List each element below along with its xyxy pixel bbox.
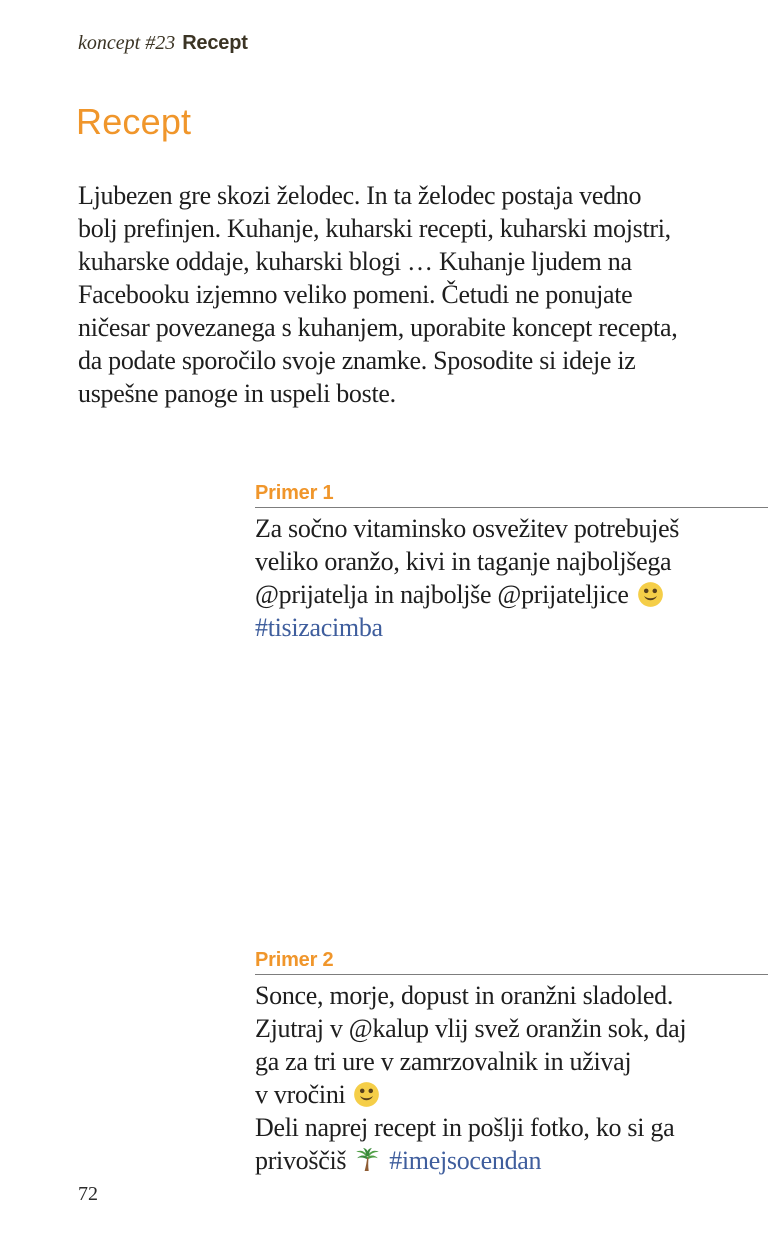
example-1-line: Za sočno vitaminsko osvežitev potrebuješ <box>255 514 680 543</box>
example-1-line-text: @prijatelja in najboljše @prijateljice <box>255 580 629 609</box>
example-2-line-text: privoščiš <box>255 1146 347 1175</box>
example-1-line: veliko oranžo, kivi in taganje najboljšega <box>255 547 672 576</box>
smiling-face-emoji-icon <box>353 1081 380 1108</box>
example-1-hashtag <box>255 611 768 644</box>
palm-tree-emoji-icon <box>354 1147 381 1174</box>
intro-line: Ljubezen gre skozi želodec. In ta želodec postaja vedno <box>78 181 642 210</box>
page-title: Recept <box>76 101 192 142</box>
hashtag-text: #imejsocendan <box>389 1146 542 1175</box>
hashtag-text: #tisizacimba <box>255 613 383 642</box>
example-block-1 <box>255 481 768 644</box>
intro-line: ničesar povezanega s kuhanjem, uporabite koncept recepta, <box>78 313 678 342</box>
example-2-rule <box>255 974 768 975</box>
example-1-line <box>255 578 768 611</box>
intro-line: bolj prefinjen. Kuhanje, kuharski recepti, kuharski mojstri, <box>78 214 671 243</box>
intro-line: kuharske oddaje, kuharski blogi … Kuhanje ljudem na <box>78 247 632 276</box>
example-2-line: Deli naprej recept in pošlji fotko, ko si ga <box>255 1113 675 1142</box>
example-block-2 <box>255 948 768 1177</box>
example-2-text <box>255 979 768 1177</box>
running-header-title: Recept <box>182 32 248 54</box>
intro-line: uspešne panoge in uspeli boste. <box>78 379 396 408</box>
example-1-text <box>255 512 768 644</box>
example-2-line: Zjutraj v @kalup vlij svež oranžin sok, daj <box>255 1014 687 1043</box>
example-1-label: Primer 1 <box>255 482 334 504</box>
example-2-line: ga za tri ure v zamrzovalnik in uživaj <box>255 1047 632 1076</box>
example-2-line-text: v vročini <box>255 1080 346 1109</box>
intro-paragraph <box>78 179 703 410</box>
example-2-line: Sonce, morje, dopust in oranžni sladoled. <box>255 981 674 1010</box>
example-2-label: Primer 2 <box>255 949 334 971</box>
smiling-face-emoji-icon <box>637 581 664 608</box>
example-1-rule <box>255 507 768 508</box>
running-header <box>78 32 248 55</box>
page-number: 72 <box>78 1183 98 1205</box>
example-2-line <box>255 1078 768 1111</box>
running-header-kicker: koncept #23 <box>78 32 176 54</box>
intro-line: Facebooku izjemno veliko pomeni. Četudi ne ponujate <box>78 280 633 309</box>
example-2-line <box>255 1144 768 1177</box>
intro-line: da podate sporočilo svoje znamke. Sposodite si ideje iz <box>78 346 636 375</box>
